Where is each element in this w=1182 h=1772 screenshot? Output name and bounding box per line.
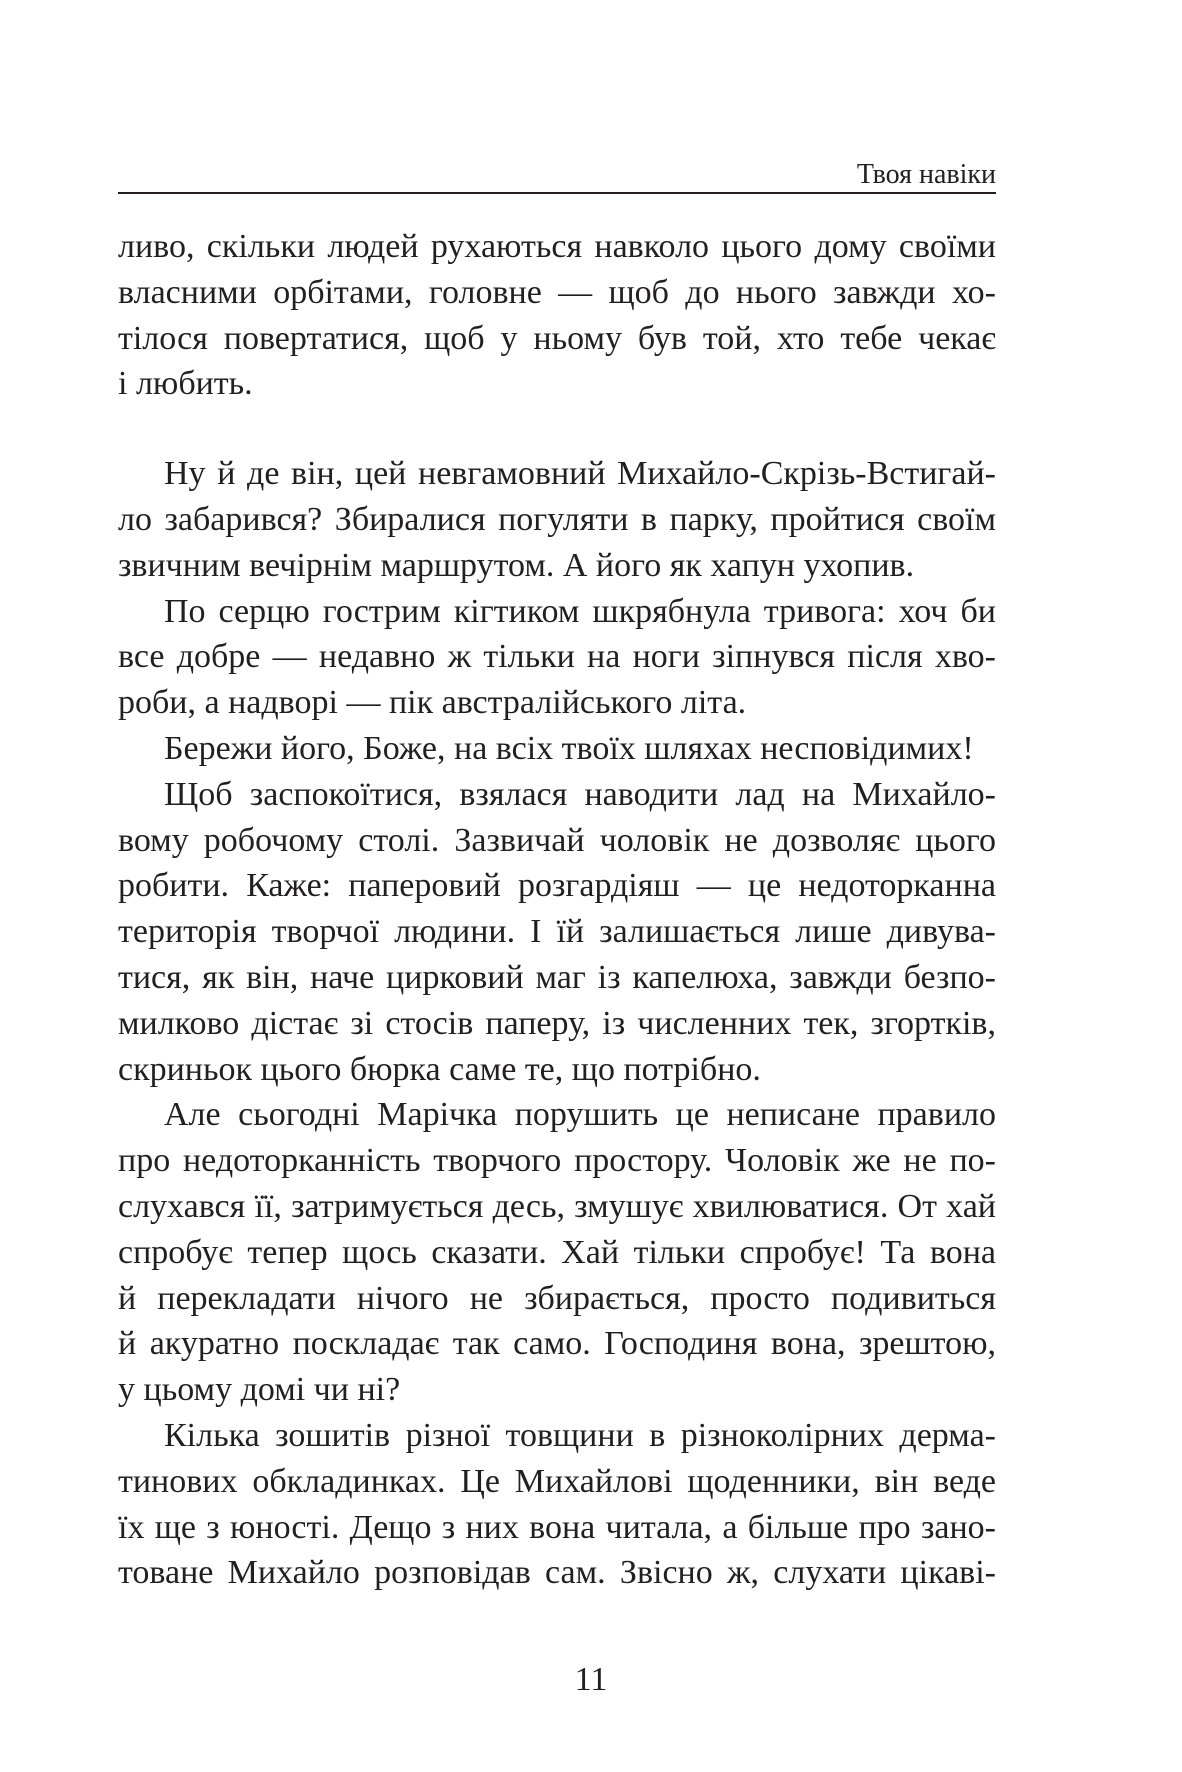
page-number: 11 xyxy=(574,1661,608,1698)
running-title: Твоя навіки xyxy=(856,159,996,190)
text-line: Бережи його, Боже, на всіх твоїх шляхах несповідимих! xyxy=(164,729,974,767)
text-line: власними орбітами, головне — щоб до нього завжди хо- xyxy=(118,273,996,311)
text-line: роби, а надворі — пік австралійського літа. xyxy=(118,684,747,722)
text-line: тілося повертатися, щоб у ньому був той, хто тебе чекає xyxy=(118,319,996,357)
text-line: все добре — недавно ж тільки на ноги зіпнувся після хво- xyxy=(118,638,996,676)
text-line: Але сьогодні Марічка порушить це неписане правило xyxy=(164,1096,996,1134)
page-body xyxy=(118,224,996,1596)
text-line: їх ще з юності. Дещо з них вона читала, а більше про зано- xyxy=(118,1508,996,1546)
text-line: ливо, скільки людей рухаються навколо цього дому своїми xyxy=(118,228,996,265)
text-line: слухався її, затримується десь, змушує хвилюватися. От хай xyxy=(118,1187,996,1225)
text-line: вому робочому столі. Зазвичай чоловік не дозволяє цього xyxy=(118,821,996,859)
text-line: тинових обкладинках. Це Михайлові щоденники, він веде xyxy=(118,1462,996,1500)
text-line: і любить. xyxy=(118,365,253,403)
text-line: територія творчої людини. І їй залишається лише дивува- xyxy=(118,913,996,951)
text-line: скриньок цього бюрка саме те, що потрібно. xyxy=(118,1050,761,1088)
text-line: Щоб заспокоїтися, взялася наводити лад на Михайло- xyxy=(164,775,996,813)
text-line: ло забарився? Збиралися погуляти в парку, пройтися своїм xyxy=(118,500,996,538)
text-line: тися, як він, наче цирковий маг із капелюха, завжди безпо- xyxy=(118,958,996,996)
text-line: Ну й де він, цей невгамовний Михайло-Скрізь-Встигай- xyxy=(164,455,996,493)
text-line: милково дістає зі стосів паперу, із численних тек, згортків, xyxy=(118,1004,996,1042)
text-line: звичним вечірнім маршрутом. А його як хапун ухопив. xyxy=(118,546,915,584)
text-line: й перекладати нічого не збирається, просто подивиться xyxy=(118,1279,996,1317)
text-line: товане Михайло розповідав сам. Звісно ж, слухати цікаві- xyxy=(118,1554,996,1592)
text-line: про недоторканність творчого простору. Чоловік же не по- xyxy=(118,1142,996,1180)
text-line: й акуратно поскладає так само. Господиня вона, зрештою, xyxy=(118,1325,996,1363)
text-line: По серцю гострим кігтиком шкрябнула тривога: хоч би xyxy=(164,592,996,630)
text-line: робити. Каже: паперовий розгардіяш — це недоторканна xyxy=(118,867,996,905)
text-line: спробує тепер щось сказати. Хай тільки спробує! Та вона xyxy=(118,1233,996,1271)
text-line: Кілька зошитів різної товщини в різноколірних дерма- xyxy=(164,1416,996,1454)
text-line: у цьому домі чи ні? xyxy=(118,1371,401,1409)
running-head xyxy=(118,158,996,194)
section-break xyxy=(118,407,996,451)
